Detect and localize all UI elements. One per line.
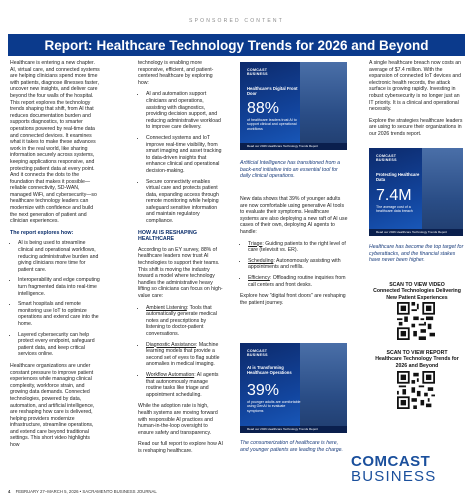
card-photo [300, 343, 347, 433]
card-subtitle: Protecting Healthcare Data [376, 172, 420, 182]
card-description: of younger adults are comfortable using GenAI to evaluate symptoms [247, 400, 301, 413]
list-item: • Workflow Automation: AI agents that autonomously manage routine tasks like triage and appointment scheduling. [146, 372, 224, 398]
read-paragraph: Read our full report to explore how AI is reshaping healthcare. [138, 441, 223, 454]
explore-paragraph: Explore how "digital front doors" are reshaping the patient journey. [240, 293, 346, 306]
column-1 [10, 60, 100, 454]
term-link[interactable]: Efficiency [248, 274, 270, 281]
card-stat: 7.4M [376, 187, 412, 204]
logo-line-2: BUSINESS [351, 468, 437, 485]
column-2 [138, 60, 224, 459]
list-item: • Connected systems and IoT improve real-time visibility, from smart imaging and asset tracking to data-driven insights that enhance clinical and operational decision-making. [146, 135, 224, 175]
scan-video-label: SCAN TO VIEW VIDEO Connected Technologies Delivering New Patient Experiences [373, 282, 461, 301]
logo-line-1: COMCAST [351, 453, 431, 470]
card-caption: The consumerization of healthcare is here, and younger patients are leading the charge. [240, 440, 343, 453]
card-caption: Artificial Intelligence has transitioned from a back-end initiative into an essential tool for daily clinical operations. [240, 160, 341, 179]
term-link[interactable]: Ambient Listening [146, 304, 187, 311]
page-number: 4 [8, 489, 11, 494]
card-description: The average cost of a healthcare data breach [376, 205, 413, 214]
card-brand: COMCAST BUSINESS [376, 154, 397, 162]
publication-info: FEBRUARY 27–MARCH 5, 2026 • SACRAMENTO BUSINESS JOURNAL [15, 489, 157, 494]
term-link[interactable]: Triage [248, 240, 263, 247]
adoption-paragraph: While the adoption rate is high, health systems are moving forward with responsible AI practices and human-in-the-loop oversight to ensure safety and transparency. [138, 403, 218, 436]
term-link[interactable]: Scheduling [248, 257, 274, 264]
title-prefix: Report: [44, 37, 93, 53]
card-caption: Healthcare has become the top target for cyberattacks, and the financial stakes have never been higher. [369, 244, 464, 263]
card-subtitle: AI is Transforming Healthcare Operations [247, 365, 292, 375]
list-item: • Efficiency: Offloading routine inquiries from call centers and front desks. [248, 275, 348, 288]
card-footer: Read our 2026 Healthcare Technology Trends Report [240, 143, 347, 150]
report-title-bar [8, 34, 465, 56]
card-brand: COMCAST BUSINESS [247, 349, 268, 357]
stat-card-39 [240, 343, 347, 433]
card-footer: Read our 2026 Healthcare Technology Trends Report [369, 229, 463, 236]
ey-paragraph: According to an EY survey, 88% of healthcare leaders now trust AI technologies to support their teams. This shift is moving the industry toward a model where technology handles the administrative heavy lifting so clinicians can focus on high-value care: [138, 246, 223, 299]
list-item: • AI and automation support clinicians and operations, assisting with diagnostics, providing decision support, and reducing administrative workload to improve care delivery. [146, 91, 224, 131]
list-item: • Layered cybersecurity can help protect every endpoint, safeguard patient data, and keep critical services online. [18, 332, 100, 358]
explores-list [10, 240, 100, 358]
list-item: • Scheduling: Autonomously assisting with appointments and refills. [248, 258, 348, 271]
stat-card-88 [240, 62, 347, 150]
list-item: • Ambient Listening: Tools that automatically generate medical notes and prescriptions by listening to doctor-patient conversations. [146, 305, 224, 338]
sponsored-label: SPONSORED CONTENT [189, 18, 284, 24]
agents-list [240, 241, 348, 289]
page-footer [8, 489, 157, 494]
video-qr-code[interactable] [397, 302, 435, 340]
report-qr-code[interactable] [397, 371, 435, 409]
stat-card-7-4m [369, 148, 463, 236]
column-3-text [240, 196, 348, 311]
card-photo [300, 62, 347, 150]
how-list [138, 91, 224, 224]
closing-paragraph: Healthcare organizations are under constant pressure to improve patient experiences while managing clinical complexity, workforce strain, and growing data demands. Connected technologies, powered by data, automation, and artificial intelligence, are reshaping how care is delivered, helping providers modernize infrastructure, streamline operations, and extend care beyond traditional settings. This short video highlights how [10, 362, 95, 449]
list-item: • AI is being used to streamline clinical and operational workflows, reducing administrative burden and giving clinicians more time for patient care. [18, 240, 100, 273]
card-photo [422, 148, 463, 236]
scan-report-label: SCAN TO VIEW REPORT Healthcare Technology Trends for 2026 and Beyond [375, 350, 459, 369]
list-item: • Secure connectivity enables virtual care and protects patient data, expanding access through remote monitoring while helping safeguard sensitive information and maintain regulatory compliance. [146, 179, 224, 225]
strategies-paragraph: Explore the strategies healthcare leaders are using to secure their organizations in our 2026 trends report. [369, 117, 463, 137]
card-footer: Read our 2026 Healthcare Technology Trends Report [240, 426, 347, 433]
card-brand: COMCAST BUSINESS [247, 68, 268, 76]
card-stat: 88% [247, 100, 280, 117]
lead-paragraph: technology is enabling more responsive, efficient, and patient-centered healthcare by exploring how: [138, 60, 214, 86]
breach-paragraph: A single healthcare breach now costs an average of $7.4 million. With the expansion of connected IoT devices and electronic health records, the attack surface is growing rapidly. Investing in robust cybersecurity is no longer just an IT priority. It is a clinical and operational necessity. [369, 60, 462, 113]
report-title: Healthcare Technology Trends for 2026 and Beyond [96, 37, 429, 53]
term-link[interactable]: Diagnostic Assistance [146, 341, 197, 348]
explores-heading: The report explores how: [10, 229, 74, 236]
ai-heading: HOW AI IS RESHAPING HEALTHCARE [138, 229, 197, 243]
list-item: • Triage: Guiding patients to the right level of care (televisit vs. ER). [248, 241, 348, 254]
list-item: • Diagnostic Assistance: Machine learning models that provide a second set of eyes to flag subtle anomalies in medical imaging. [146, 342, 224, 368]
comcast-business-logo [351, 454, 451, 484]
term-link[interactable]: Workflow Automation [146, 371, 195, 378]
list-item: • Interoperability and edge computing turn fragmented data into real-time intelligence. [18, 277, 100, 297]
card-description: of healthcare leaders trust AI to support clinical and operational workflows [247, 118, 297, 131]
genai-paragraph: New data shows that 39% of younger adults are now comfortable using generative AI tools to evaluate their symptoms. Healthcare systems are also deploying a new raft of AI use cases of their own, deploying AI agents to handle: [240, 196, 348, 235]
intro-paragraph: Healthcare is entering a new chapter. AI, virtual care, and connected systems are helping clinicians spend more time with patients, diagnose illnesses faster, uncover new insights, and deliver care beyond the four walls of the hospital. This report explores the technology trends shaping that shift, from AI that reduces documentation burden and supports diagnostics, to smarter operations powered by real-time data and connected devices. It examines what it takes to make these advances work in the real world, like sharing information securely across systems, keeping applications responsive, and protecting patient data at every point. And it connects the dots to the foundation that makes it possible—reliable connectivity, SD-WAN, managed WiFi, and cybersecurity—so healthcare technology leaders can modernize with confidence and build the next generation of patient and clinician experiences. [10, 60, 100, 225]
column-4 [369, 60, 463, 143]
ai-uses-list [138, 305, 224, 399]
card-subtitle: Healthcare's Digital Front Door [247, 86, 298, 96]
list-item: • Smart hospitals and remote monitoring use IoT to optimize operations and extend care into the home. [18, 301, 100, 327]
card-stat: 39% [247, 382, 280, 399]
